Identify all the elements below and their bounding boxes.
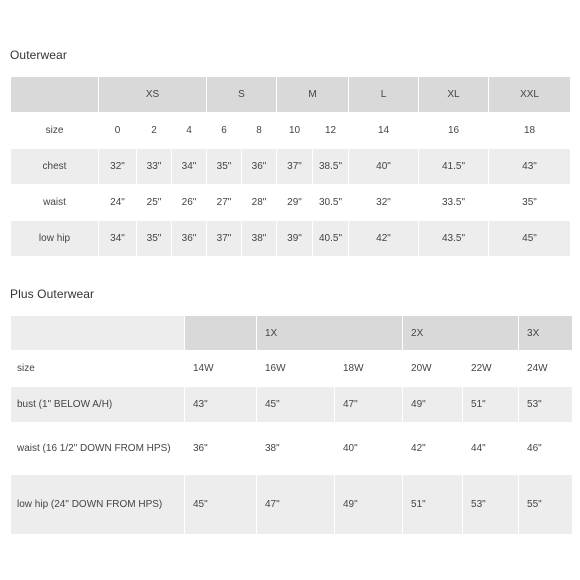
table-cell: 34" xyxy=(172,149,207,185)
table-cell: 53" xyxy=(519,387,573,423)
table-cell: 37" xyxy=(207,221,242,257)
table-cell: 20W xyxy=(403,351,463,387)
table-cell: 34" xyxy=(99,221,137,257)
table-row xyxy=(11,185,571,221)
table-cell: 14W xyxy=(185,351,257,387)
plus-outerwear-title: Plus Outerwear xyxy=(10,287,95,301)
table-cell: 37" xyxy=(277,149,313,185)
table-cell: 30.5" xyxy=(313,185,349,221)
table-cell: 4 xyxy=(172,113,207,149)
row-label: waist xyxy=(11,185,99,221)
table-cell: 42" xyxy=(403,423,463,475)
row-label: waist (16 1/2" DOWN FROM HPS) xyxy=(11,423,185,475)
size-group-xxl: XXL xyxy=(489,77,571,113)
table-cell: 38" xyxy=(257,423,335,475)
row-label: low hip xyxy=(11,221,99,257)
row-label: chest xyxy=(11,149,99,185)
table-cell: 40.5" xyxy=(313,221,349,257)
table-cell: 47" xyxy=(335,387,403,423)
table-cell: 40" xyxy=(335,423,403,475)
table-cell: 43" xyxy=(185,387,257,423)
size-group-1x: 1X xyxy=(257,316,403,351)
table-cell: 27" xyxy=(207,185,242,221)
table-cell: 6 xyxy=(207,113,242,149)
table-cell: 18W xyxy=(335,351,403,387)
size-group-s: S xyxy=(207,77,277,113)
table-cell: 24" xyxy=(99,185,137,221)
table-row xyxy=(11,113,571,149)
table-cell: 32" xyxy=(99,149,137,185)
table-cell: 35" xyxy=(207,149,242,185)
table-cell: 38.5" xyxy=(313,149,349,185)
size-group-3x: 3X xyxy=(519,316,573,351)
header-blank-cell xyxy=(185,316,257,351)
table-cell: 29" xyxy=(277,185,313,221)
table-cell: 26" xyxy=(172,185,207,221)
table-row xyxy=(11,221,571,257)
table-row xyxy=(11,149,571,185)
table-cell: 16 xyxy=(419,113,489,149)
table-cell: 39" xyxy=(277,221,313,257)
size-group-l: L xyxy=(349,77,419,113)
table-row xyxy=(11,423,573,475)
plus-outerwear-size-table xyxy=(10,315,573,535)
table-cell: 43" xyxy=(489,149,571,185)
table-row xyxy=(11,351,573,387)
table-cell: 18 xyxy=(489,113,571,149)
table-cell: 28" xyxy=(242,185,277,221)
table-row xyxy=(11,475,573,535)
size-group-xl: XL xyxy=(419,77,489,113)
table-cell: 35" xyxy=(489,185,571,221)
outerwear-title: Outerwear xyxy=(10,48,67,62)
table-row xyxy=(11,387,573,423)
table-cell: 36" xyxy=(172,221,207,257)
table-cell: 45" xyxy=(489,221,571,257)
row-label: bust (1" BELOW A/H) xyxy=(11,387,185,423)
table-cell: 2 xyxy=(137,113,172,149)
header-blank-cell xyxy=(11,316,185,351)
table-cell: 33" xyxy=(137,149,172,185)
size-group-xs: XS xyxy=(99,77,207,113)
table-cell: 49" xyxy=(403,387,463,423)
table-cell: 38" xyxy=(242,221,277,257)
table-cell: 43.5" xyxy=(419,221,489,257)
table-cell: 45" xyxy=(185,475,257,535)
table-cell: 36" xyxy=(242,149,277,185)
table-cell: 22W xyxy=(463,351,519,387)
table-cell: 10 xyxy=(277,113,313,149)
outerwear-size-table xyxy=(10,76,571,257)
table-cell: 32" xyxy=(349,185,419,221)
table-cell: 42" xyxy=(349,221,419,257)
table-cell: 47" xyxy=(257,475,335,535)
row-label: low hip (24" DOWN FROM HPS) xyxy=(11,475,185,535)
table-cell: 0 xyxy=(99,113,137,149)
table-cell: 53" xyxy=(463,475,519,535)
table-cell: 49" xyxy=(335,475,403,535)
table-cell: 55" xyxy=(519,475,573,535)
table-cell: 12 xyxy=(313,113,349,149)
table-cell: 41.5" xyxy=(419,149,489,185)
row-label: size xyxy=(11,351,185,387)
table-cell: 25" xyxy=(137,185,172,221)
size-group-m: M xyxy=(277,77,349,113)
table-cell: 24W xyxy=(519,351,573,387)
header-blank-cell xyxy=(11,77,99,113)
table-cell: 36" xyxy=(185,423,257,475)
table-cell: 45" xyxy=(257,387,335,423)
table-cell: 46" xyxy=(519,423,573,475)
table-cell: 51" xyxy=(463,387,519,423)
table-cell: 35" xyxy=(137,221,172,257)
table-cell: 14 xyxy=(349,113,419,149)
table-cell: 8 xyxy=(242,113,277,149)
table-cell: 44" xyxy=(463,423,519,475)
table-cell: 16W xyxy=(257,351,335,387)
table-cell: 33.5" xyxy=(419,185,489,221)
outerwear-header-row xyxy=(11,77,571,113)
row-label: size xyxy=(11,113,99,149)
plus-header-row xyxy=(11,316,573,351)
table-cell: 40" xyxy=(349,149,419,185)
size-group-2x: 2X xyxy=(403,316,519,351)
table-cell: 51" xyxy=(403,475,463,535)
